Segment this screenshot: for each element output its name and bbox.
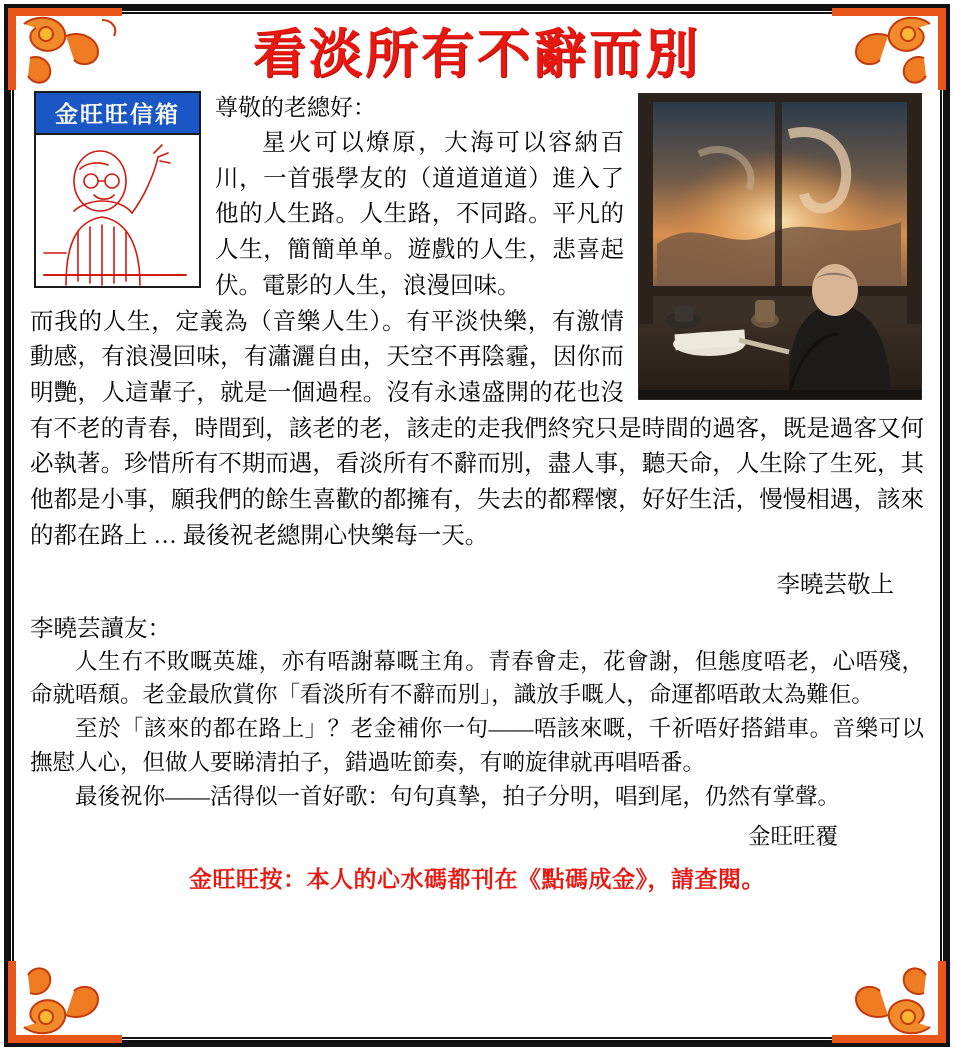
- mailbox-logo-banner: 金旺旺信箱: [36, 93, 199, 135]
- letter-paragraph-2: 而我的人生，定義為（音樂人生）。有平淡快樂，有激情動感，有浪漫回味，有瀟灑自由，天空不再陰霾，因你而明艷，人這輩子，就是一個過程。沒有永遠盛開的花也沒有不老的青春，時間到，該老的老，該走的走我們終究只是時間的過客，既是過客又何必執著。珍惜所有不期而遇，看淡所有不辭而別，盡人事，聽天命，人生除了生死，其他都是小事，願我們的餘生喜歡的都擁有，失去的都釋懷，好好生活，慢慢相遇，該來的都在路上 … 最後祝老總開心快樂每一天。: [30, 308, 924, 549]
- mailbox-logo: [34, 91, 201, 288]
- man-pointing-illustration: [36, 135, 199, 286]
- footer-note: 金旺旺按：本人的心水碼都刊在《點碼成金》，請查閱。: [189, 867, 765, 893]
- article-body: [22, 87, 932, 894]
- letter-signature: 李曉芸敬上: [776, 571, 894, 598]
- page-content: [22, 18, 932, 1033]
- page-title: 看淡所有不辭而別: [253, 23, 701, 85]
- letter-salutation: 尊敬的老總好：: [215, 95, 376, 121]
- article-photo: [638, 93, 922, 400]
- reply-paragraph-3: 最後祝你——活得似一首好歌：句句真摯，拍子分明，唱到尾，仍然有掌聲。: [75, 783, 841, 809]
- reply-body: [30, 645, 924, 814]
- reply-salutation: 李曉芸讀友：: [30, 615, 171, 642]
- reply-signature: 金旺旺覆: [747, 824, 838, 850]
- reply-paragraph-1: 人生冇不敗嘅英雄，亦有唔謝幕嘅主角。青春會走，花會謝，但態度唔老，心唔殘，命就唔頹。老金最欣賞你「看淡所有不辭而別」，識放手嘅人，命運都唔敢太為難佢。: [30, 648, 924, 708]
- letter-paragraph-1: 星火可以燎原，大海可以容納百川，一首張學友的（道道道道）進入了他的人生路。人生路，不同路。平凡的人生，簡簡单单。遊戲的人生，悲喜起伏。電影的人生，浪漫回味。: [215, 129, 624, 299]
- reply-paragraph-2: 至於「該來的都在路上」？老金補你一句——唔該來嘅，千祈唔好搭錯車。音樂可以撫慰人心，但做人要睇清拍子，錯過咗節奏，有啲旋律就再唱唔番。: [30, 716, 924, 775]
